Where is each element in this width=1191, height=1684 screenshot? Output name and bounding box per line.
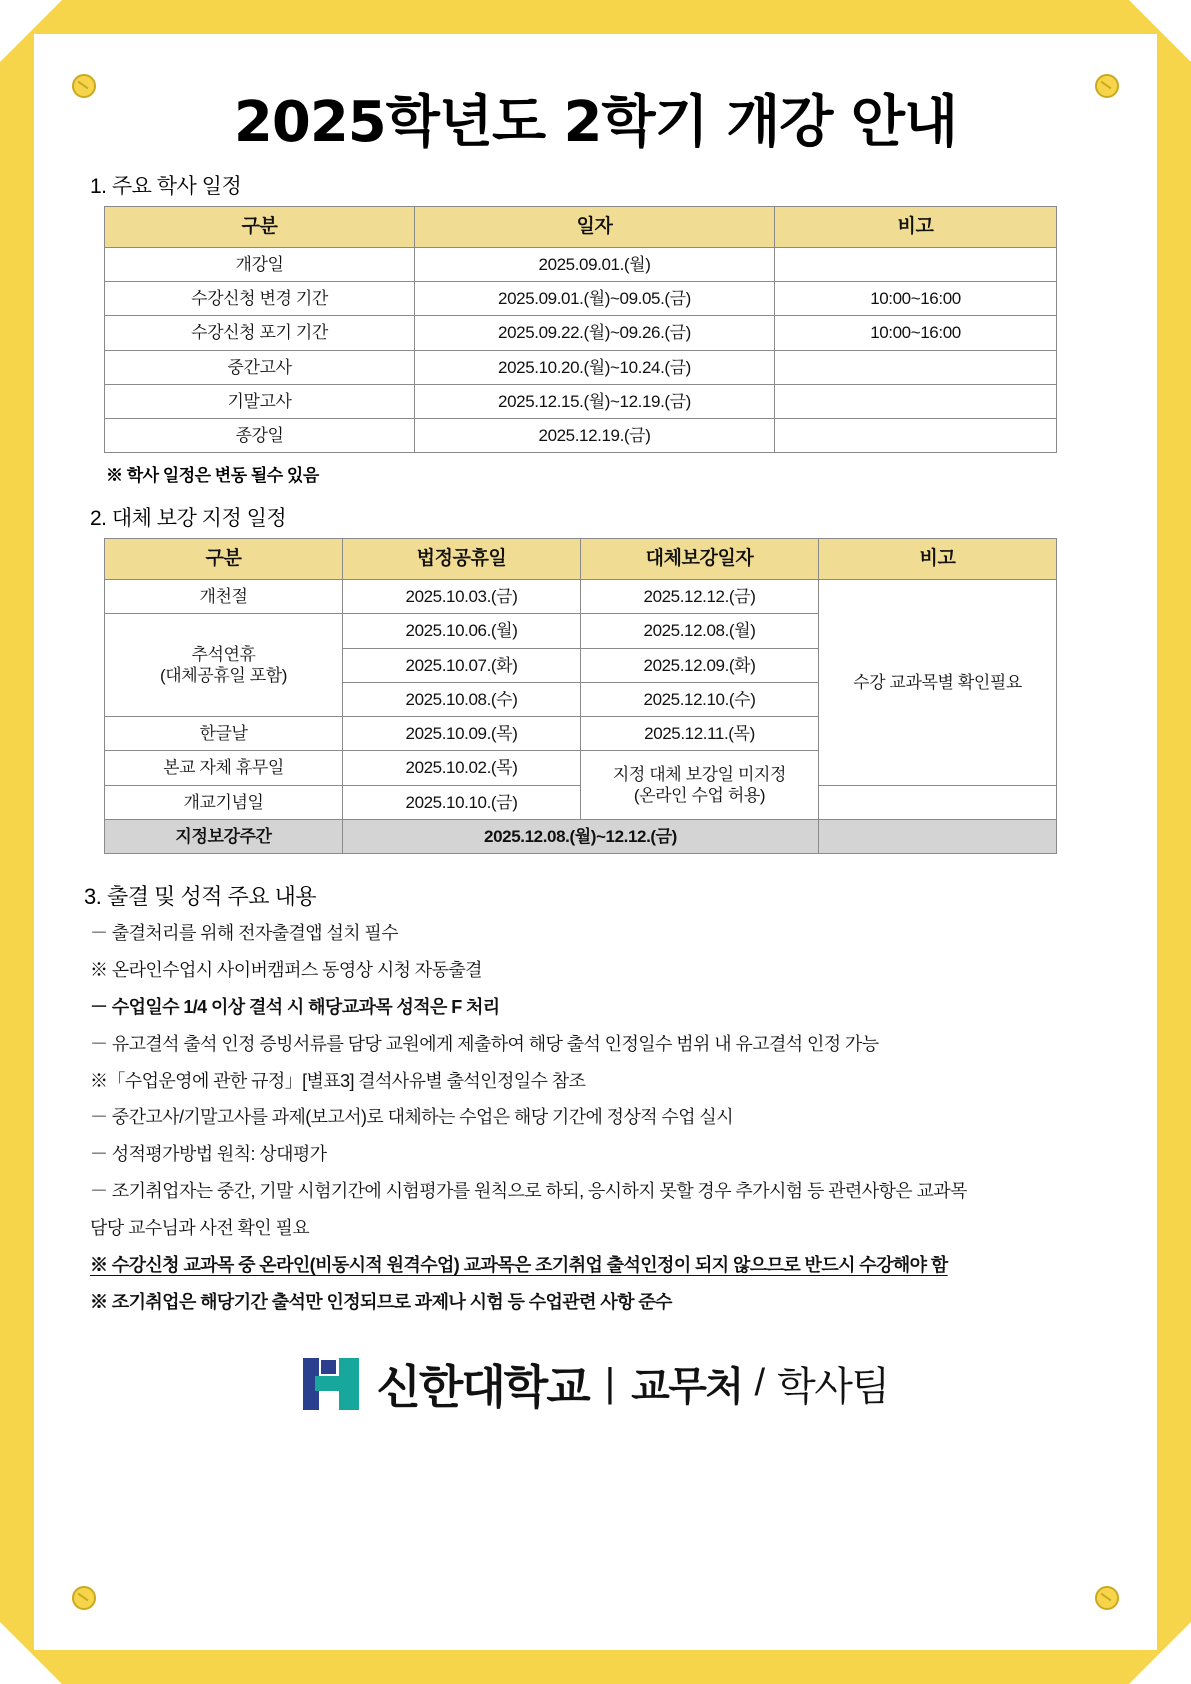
- cell-category-chuseok: [105, 614, 343, 717]
- column-header-remark: 비고: [819, 539, 1057, 580]
- cell-date: 2025.09.22.(월)~09.26.(금): [415, 316, 775, 350]
- cell-legal-holiday: 2025.10.03.(금): [343, 580, 581, 614]
- list-item: － 중간고사/기말고사를 과제(보고서)로 대체하는 수업은 해당 기간에 정상적 수업 실시: [90, 1107, 733, 1128]
- cell-makeup-date: 2025.12.10.(수): [581, 682, 819, 716]
- cell-category: 수강신청 변경 기간: [105, 282, 415, 316]
- list-item: ※ 온라인수업시 사이버캠퍼스 동영상 시청 자동출결: [90, 959, 482, 980]
- cell-remark: [775, 350, 1057, 384]
- schedule-note: ※ 학사 일정은 변동 될수 있음: [106, 466, 319, 486]
- cell-date: 2025.09.01.(월)~09.05.(금): [415, 282, 775, 316]
- cell-category: 기말고사: [105, 384, 415, 418]
- cell-legal-holiday: 2025.10.07.(화): [343, 648, 581, 682]
- cell-remark: 10:00~16:00: [775, 282, 1057, 316]
- undecided-line-1: 지정 대체 보강일 미지정: [612, 764, 787, 784]
- list-item: － 조기취업자는 중간, 기말 시험기간에 시험평가를 원칙으로 하되, 응시하지 못할 경우 추가시험 등 관련사항은 교과목: [90, 1181, 967, 1202]
- cell-category: 종강일: [105, 419, 415, 453]
- cell-remark: 10:00~16:00: [775, 316, 1057, 350]
- screw-bottom-right: [1095, 1586, 1119, 1610]
- cell-category: 개천절: [105, 580, 343, 614]
- cell-makeup-date: 2025.12.12.(금): [581, 580, 819, 614]
- cell-legal-holiday: 2025.10.02.(목): [343, 751, 581, 785]
- list-item: ※ 조기취업은 해당기간 출석만 인정되므로 과제나 시험 등 수업관련 사항 준수: [90, 1291, 672, 1312]
- cell-makeup-undecided: [581, 751, 819, 820]
- page-title: 2025학년도 2학기 개강 안내: [233, 90, 958, 155]
- cell-category: 개강일: [105, 247, 415, 281]
- cell-remark: [775, 247, 1057, 281]
- cell-date: 2025.12.19.(금): [415, 419, 775, 453]
- footer-separator: |: [604, 1361, 616, 1406]
- footer-team: 학사팀: [777, 1364, 889, 1411]
- screw-top-left: [72, 74, 96, 98]
- cell-remark-merged: 수강 교과목별 확인필요: [819, 580, 1057, 786]
- cell-category: 수강신청 포기 기간: [105, 316, 415, 350]
- table-header-row: [105, 207, 1057, 248]
- cell-makeup-date: 2025.12.09.(화): [581, 648, 819, 682]
- cell-date: 2025.12.15.(월)~12.19.(금): [415, 384, 775, 418]
- footer-department: 교무처: [631, 1364, 743, 1411]
- cell-category: 본교 자체 휴무일: [105, 751, 343, 785]
- column-header-makeup-date: 대체보강일자: [581, 539, 819, 580]
- column-header-legal-holiday: 법정공휴일: [343, 539, 581, 580]
- footer-slash: /: [754, 1362, 766, 1405]
- footer-university-name: 신한대학교: [376, 1359, 589, 1414]
- cell-makeup-date: 2025.12.11.(목): [581, 717, 819, 751]
- table-row: [105, 419, 1057, 453]
- cell-legal-holiday: 2025.10.09.(목): [343, 717, 581, 751]
- cell-date: 2025.10.20.(월)~10.24.(금): [415, 350, 775, 384]
- cell-makeup-date: 2025.12.08.(월): [581, 614, 819, 648]
- footer-logo-area: [84, 1351, 1107, 1417]
- cell-legal-holiday: 2025.10.10.(금): [343, 785, 581, 819]
- section-1-heading: 1. 주요 학사 일정: [90, 175, 242, 198]
- table-row-makeup-week: [105, 819, 1057, 853]
- cell-remark: [775, 419, 1057, 453]
- undecided-line-2: (온라인 수업 허용): [633, 786, 766, 805]
- corner-decoration-bottom-left: [0, 1622, 62, 1684]
- table-header-row: [105, 539, 1057, 580]
- list-item: － 성적평가방법 원칙: 상대평가: [90, 1144, 327, 1165]
- cell-category: 개교기념일: [105, 785, 343, 819]
- cell-remark: [775, 384, 1057, 418]
- table-row: [105, 282, 1057, 316]
- column-header-remark: 비고: [775, 207, 1057, 248]
- cell-remark-empty: [819, 785, 1057, 819]
- column-header-category: 구분: [105, 207, 415, 248]
- section-2-heading: 2. 대체 보강 지정 일정: [90, 507, 287, 531]
- list-item: ※「수업운영에 관한 규정」[별표3] 결석사유별 출석인정일수 참조: [90, 1070, 586, 1091]
- screw-bottom-left: [72, 1586, 96, 1610]
- screw-top-right: [1095, 74, 1119, 98]
- makeup-class-table: [104, 538, 1057, 854]
- poster-content: [84, 60, 1107, 1417]
- table-row: [105, 350, 1057, 384]
- cell-category: 지정보강주간: [105, 819, 343, 853]
- corner-decoration-top-left: [0, 0, 62, 62]
- section-3-heading: 3. 출결 및 성적 주요 내용: [84, 884, 317, 909]
- chuseok-line-2: (대체공휴일 포함): [160, 666, 287, 686]
- column-header-category: 구분: [105, 539, 343, 580]
- list-item: ※ 수강신청 교과목 중 온라인(비동시적 원격수업) 교과목은 조기취업 출석인정이 되지 않으므로 반드시 수강해야 함: [90, 1255, 948, 1276]
- cell-remark: [819, 819, 1057, 853]
- cell-category: 한글날: [105, 717, 343, 751]
- list-item: － 유고결석 출석 인정 증빙서류를 담당 교원에게 제출하여 해당 출석 인정일수 범위 내 유고결석 인정 가능: [90, 1033, 879, 1054]
- column-header-date: 일자: [415, 207, 775, 248]
- cell-makeup-week-period: 2025.12.08.(월)~12.12.(금): [343, 819, 819, 853]
- chuseok-line-1: 추석연휴: [191, 644, 256, 664]
- poster-page: [34, 34, 1157, 1650]
- table-row: [105, 580, 1057, 614]
- corner-decoration-top-right: [1129, 0, 1191, 62]
- cell-date: 2025.09.01.(월): [415, 247, 775, 281]
- corner-decoration-bottom-right: [1129, 1622, 1191, 1684]
- table-row: [105, 247, 1057, 281]
- cell-category: 중간고사: [105, 350, 415, 384]
- shinhan-university-logo-icon: [303, 1358, 359, 1410]
- cell-legal-holiday: 2025.10.08.(수): [343, 682, 581, 716]
- table-row: [105, 384, 1057, 418]
- attendance-grading-list: [84, 920, 1107, 1317]
- list-item: 담당 교수님과 사전 확인 필요: [90, 1218, 310, 1239]
- cell-legal-holiday: 2025.10.06.(월): [343, 614, 581, 648]
- list-item: － 출결처리를 위해 전자출결앱 설치 필수: [90, 923, 399, 943]
- table-row: [105, 316, 1057, 350]
- academic-schedule-table: [104, 206, 1057, 453]
- list-item: － 수업일수 1/4 이상 결석 시 해당교과목 성적은 F 처리: [90, 996, 500, 1017]
